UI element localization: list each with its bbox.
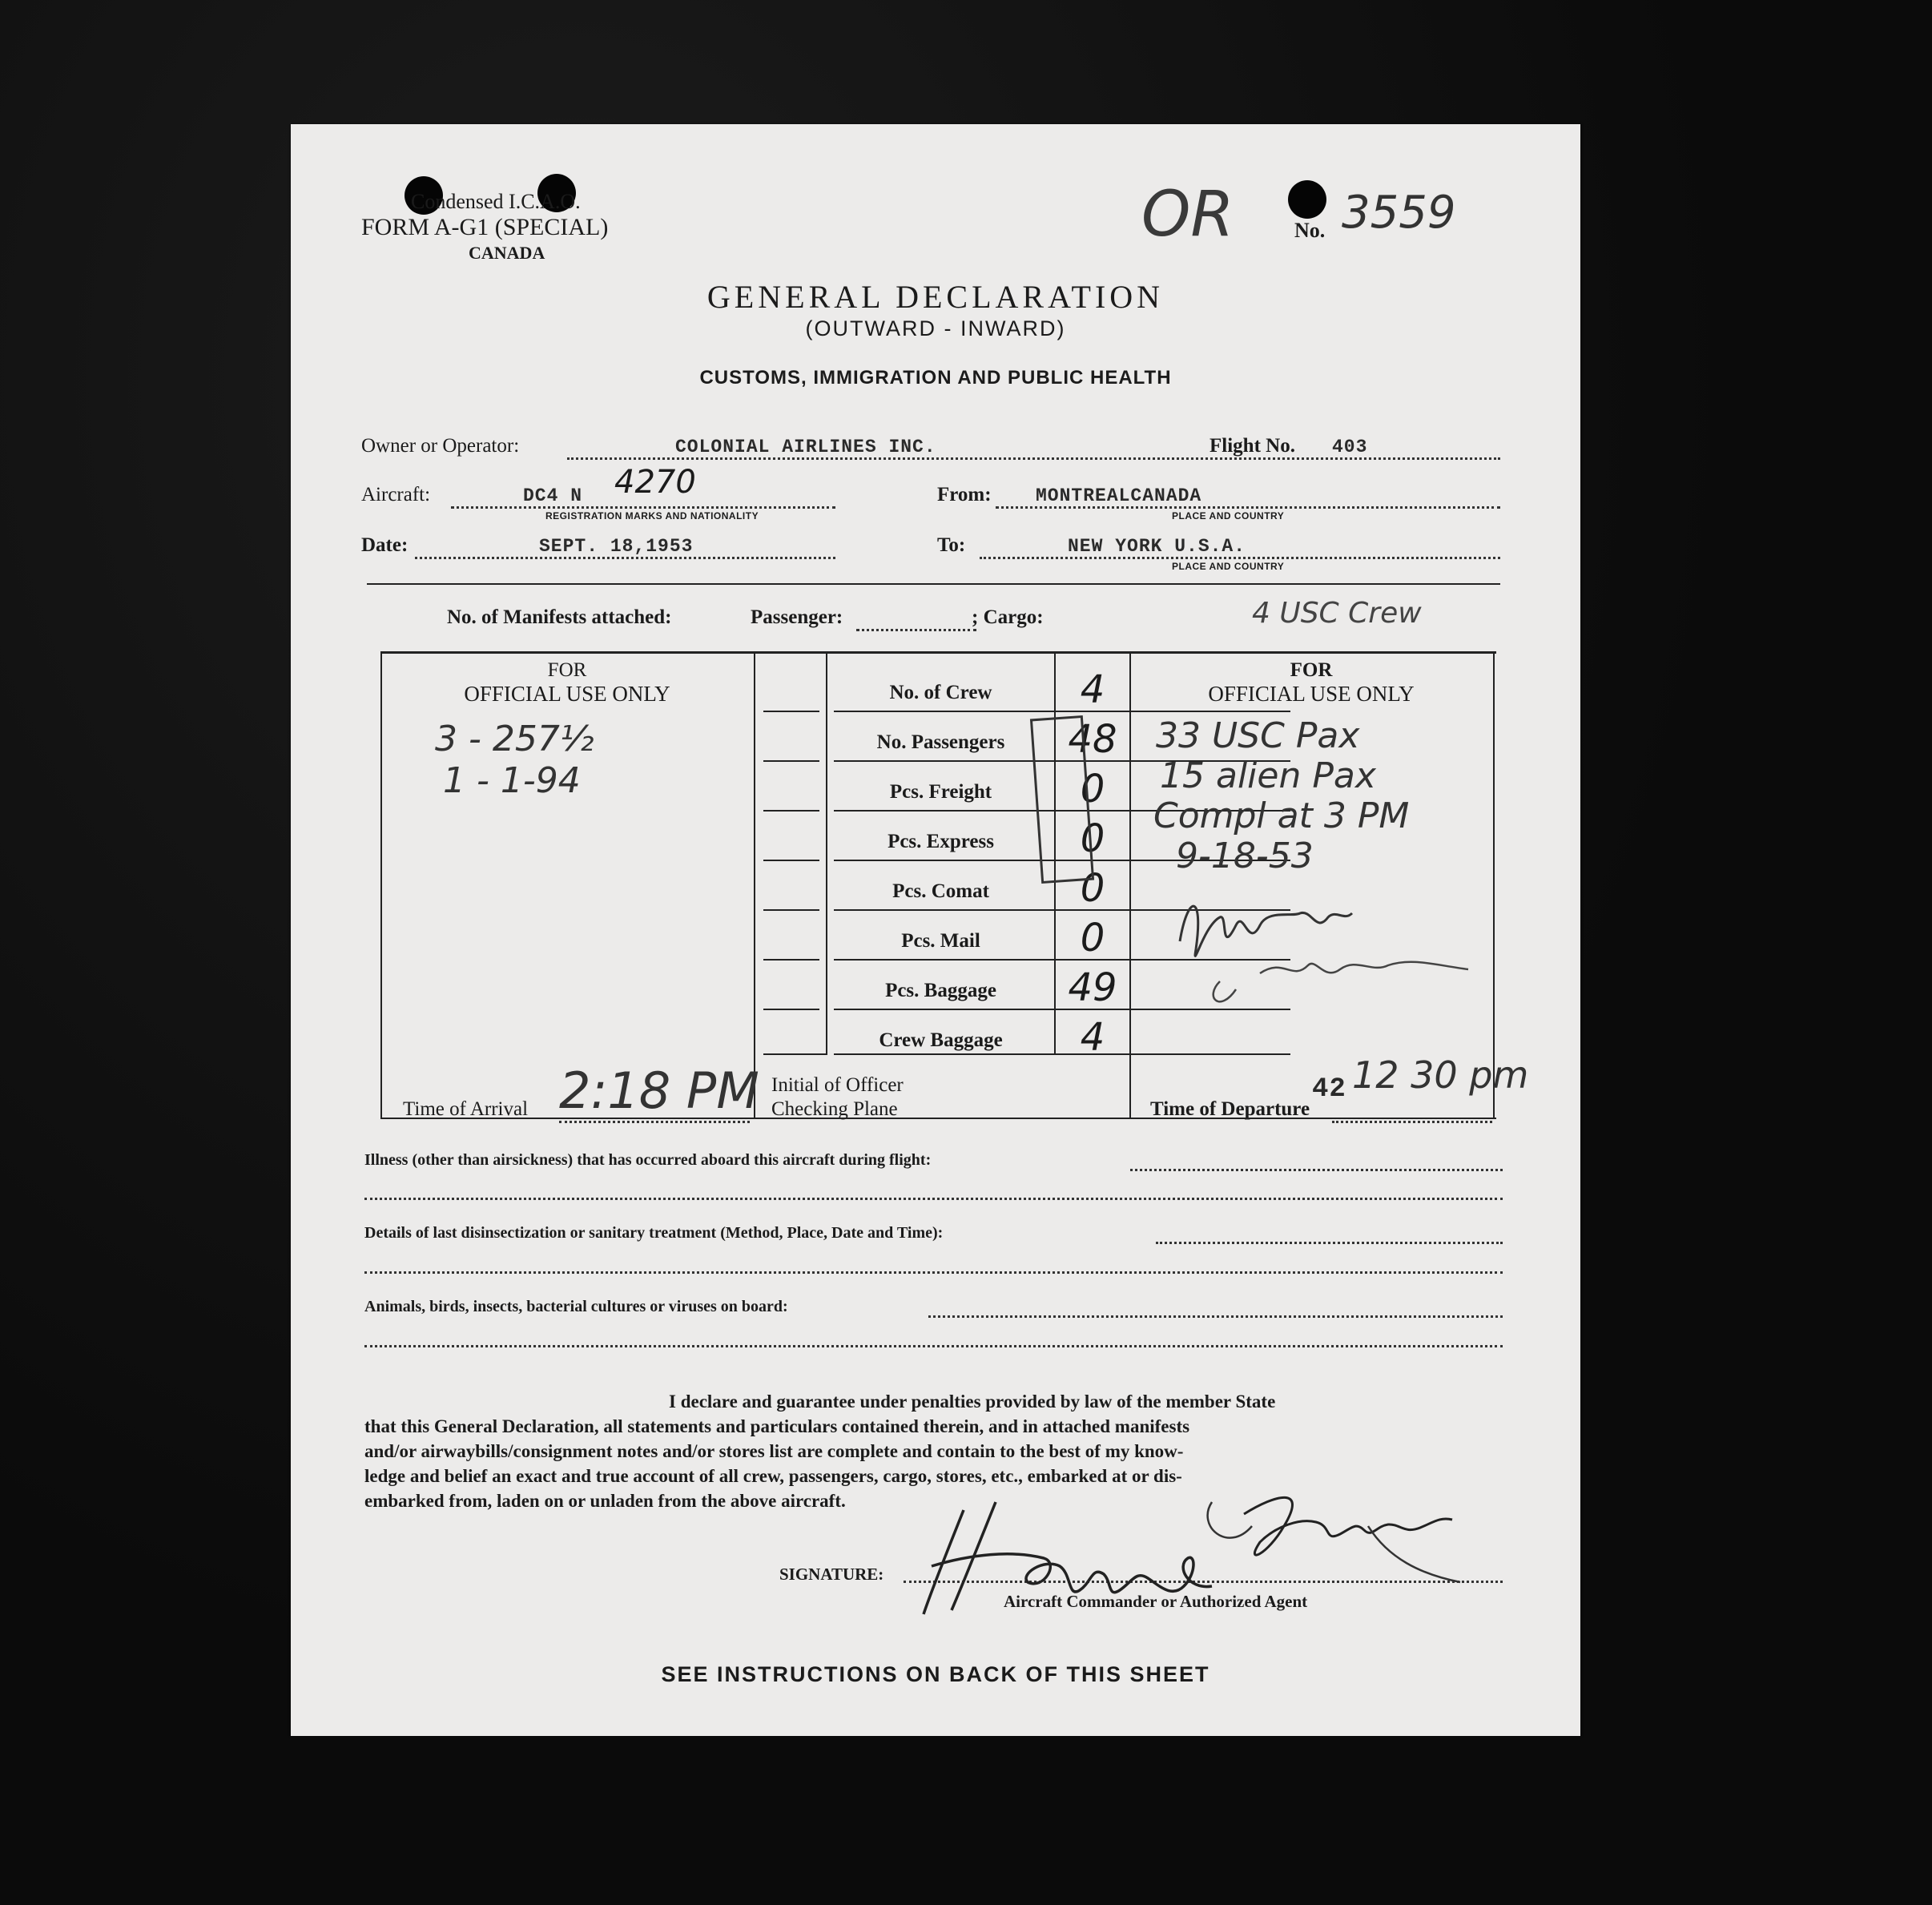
aircraft-line [451, 506, 835, 509]
commander-signature [908, 1478, 1484, 1622]
illness-line-2 [364, 1198, 1503, 1200]
aircraft-caption: REGISTRATION MARKS AND NATIONALITY [545, 510, 759, 522]
right-official-title: OFFICIAL USE ONLY [1208, 682, 1415, 706]
count-label: Pcs. Baggage [885, 980, 996, 1001]
right-official-note-2: 15 alien Pax [1160, 755, 1376, 796]
count-value: 4 [1080, 667, 1105, 712]
from-caption: PLACE AND COUNTRY [1172, 510, 1285, 522]
count-value: 4 [1080, 1015, 1105, 1060]
departure-line [1332, 1121, 1492, 1123]
count-label: Pcs. Comat [892, 880, 989, 902]
count-value: 49 [1068, 965, 1117, 1010]
row-rule [834, 1053, 1290, 1055]
count-label: Pcs. Mail [901, 930, 980, 952]
form-line3: CANADA [469, 243, 545, 263]
flight-value: 403 [1332, 437, 1368, 457]
from-line [996, 506, 1500, 509]
declaration-line-4: ledge and belief an exact and true account of all crew, passengers, cargo, stores, etc., embarked at or dis- [364, 1466, 1182, 1486]
footer-instructions: SEE INSTRUCTIONS ON BACK OF THIS SHEET [661, 1662, 1210, 1686]
officer-signature [1172, 877, 1484, 1021]
section-divider [367, 583, 1500, 585]
arrival-line [559, 1121, 750, 1123]
box-top [380, 651, 1496, 654]
manifest-cargo-label: ; Cargo: [972, 606, 1044, 628]
declaration-line-2: that this General Declaration, all statements and particulars contained therein, and in attached manifests [364, 1416, 1190, 1436]
departure-typed: 42 [1312, 1074, 1346, 1105]
departure-label: Time of Departure [1150, 1098, 1310, 1120]
box-right [1493, 653, 1495, 1118]
agencies-heading: CUSTOMS, IMMIGRATION AND PUBLIC HEALTH [699, 367, 1172, 389]
count-value: 48 [1068, 717, 1117, 762]
right-official-for: FOR [1290, 659, 1333, 681]
owner-value: COLONIAL AIRLINES INC. [675, 437, 936, 457]
declaration-sheet [291, 124, 1580, 1736]
punch-hole [1288, 180, 1326, 219]
animals-line-2 [364, 1345, 1503, 1347]
count-value: 0 [1080, 866, 1105, 911]
box-left [380, 653, 382, 1118]
count-value: 0 [1080, 916, 1105, 961]
arrival-value: 2:18 PM [559, 1061, 759, 1120]
count-value: 0 [1080, 767, 1105, 812]
or-mark: OR [1141, 179, 1234, 251]
owner-line [567, 457, 1500, 460]
aircraft-registration: 4270 [614, 464, 696, 501]
box-divider-left [754, 653, 755, 1118]
number-value: 3559 [1342, 187, 1456, 239]
date-line [415, 557, 835, 559]
date-label: Date: [361, 534, 409, 556]
disinsect-line-1 [1156, 1242, 1503, 1244]
box-bottom [380, 1118, 1496, 1119]
row-rule [763, 810, 819, 812]
row-rule [763, 760, 819, 762]
to-caption: PLACE AND COUNTRY [1172, 561, 1285, 572]
left-official-note-1: 3 - 257½ [435, 719, 594, 759]
row-rule [834, 711, 1290, 712]
from-value: MONTREALCANADA [1036, 485, 1202, 506]
number-label: No. [1294, 219, 1326, 242]
manifest-passenger-label: Passenger: [751, 606, 843, 628]
flight-label: Flight No. [1210, 435, 1295, 457]
declaration-line-5: embarked from, laden on or unladen from the above aircraft. [364, 1491, 846, 1511]
count-label: Crew Baggage [879, 1029, 1003, 1051]
aircraft-value: DC4 N [523, 485, 583, 506]
page-subtitle: (OUTWARD - INWARD) [805, 316, 1066, 340]
row-rule [763, 860, 819, 861]
box-divider-right [1129, 653, 1131, 1118]
form-line1: Condensed I.C.A.O. [411, 190, 581, 213]
manifests-label: No. of Manifests attached: [447, 606, 672, 628]
left-official-title: OFFICIAL USE ONLY [464, 682, 670, 706]
to-label: To: [937, 534, 966, 556]
illness-line-1 [1130, 1169, 1503, 1171]
left-official-for: FOR [547, 659, 587, 681]
to-value: NEW YORK U.S.A. [1068, 536, 1246, 557]
count-label: Pcs. Freight [889, 781, 992, 803]
disinsect-line-2 [364, 1271, 1503, 1274]
right-official-note-3: Compl at 3 PM [1153, 795, 1410, 836]
left-official-note-2: 1 - 1-94 [443, 760, 581, 801]
declaration-line-1: I declare and guarantee under penalties provided by law of the member State [669, 1391, 1276, 1412]
initial-officer-line1: Initial of Officer [771, 1074, 904, 1096]
date-value: SEPT. 18,1953 [539, 536, 694, 557]
row-rule [763, 1053, 827, 1055]
row-rule [763, 1009, 819, 1010]
illness-question: Illness (other than airsickness) that has occurred aboard this aircraft during flight: [364, 1151, 932, 1169]
page-title: GENERAL DECLARATION [706, 279, 1165, 315]
manifest-hand-note: 4 USC Crew [1252, 597, 1422, 630]
initial-officer-line2: Checking Plane [771, 1098, 898, 1120]
arrival-label: Time of Arrival [403, 1098, 529, 1120]
row-rule [763, 909, 819, 911]
disinsect-question: Details of last disinsectization or sanitary treatment (Method, Place, Date and Time): [364, 1224, 944, 1242]
owner-label: Owner or Operator: [361, 435, 520, 457]
count-label: No. Passengers [876, 731, 1005, 753]
animals-question: Animals, birds, insects, bacterial cultures or viruses on board: [364, 1298, 788, 1315]
right-official-note-1: 33 USC Pax [1156, 715, 1360, 756]
right-official-note-4: 9-18-53 [1176, 836, 1314, 876]
count-label: No. of Crew [889, 682, 992, 703]
from-label: From: [937, 484, 992, 505]
signature-caption: Aircraft Commander or Authorized Agent [1004, 1592, 1308, 1611]
to-line [980, 557, 1500, 559]
animals-line-1 [928, 1315, 1503, 1318]
manifest-passenger-line [856, 629, 976, 631]
aircraft-label: Aircraft: [361, 484, 431, 505]
departure-hand: 12 30 pm [1352, 1053, 1529, 1097]
signature-label: SIGNATURE: [779, 1565, 884, 1584]
count-value: 0 [1080, 816, 1105, 861]
count-label: Pcs. Express [888, 831, 994, 852]
form-line2: FORM A-G1 (SPECIAL) [361, 214, 609, 240]
row-rule [763, 959, 819, 961]
row-rule [763, 711, 819, 712]
declaration-line-3: and/or airwaybills/consignment notes and/or stores list are complete and contain to the best of my know- [364, 1441, 1184, 1461]
